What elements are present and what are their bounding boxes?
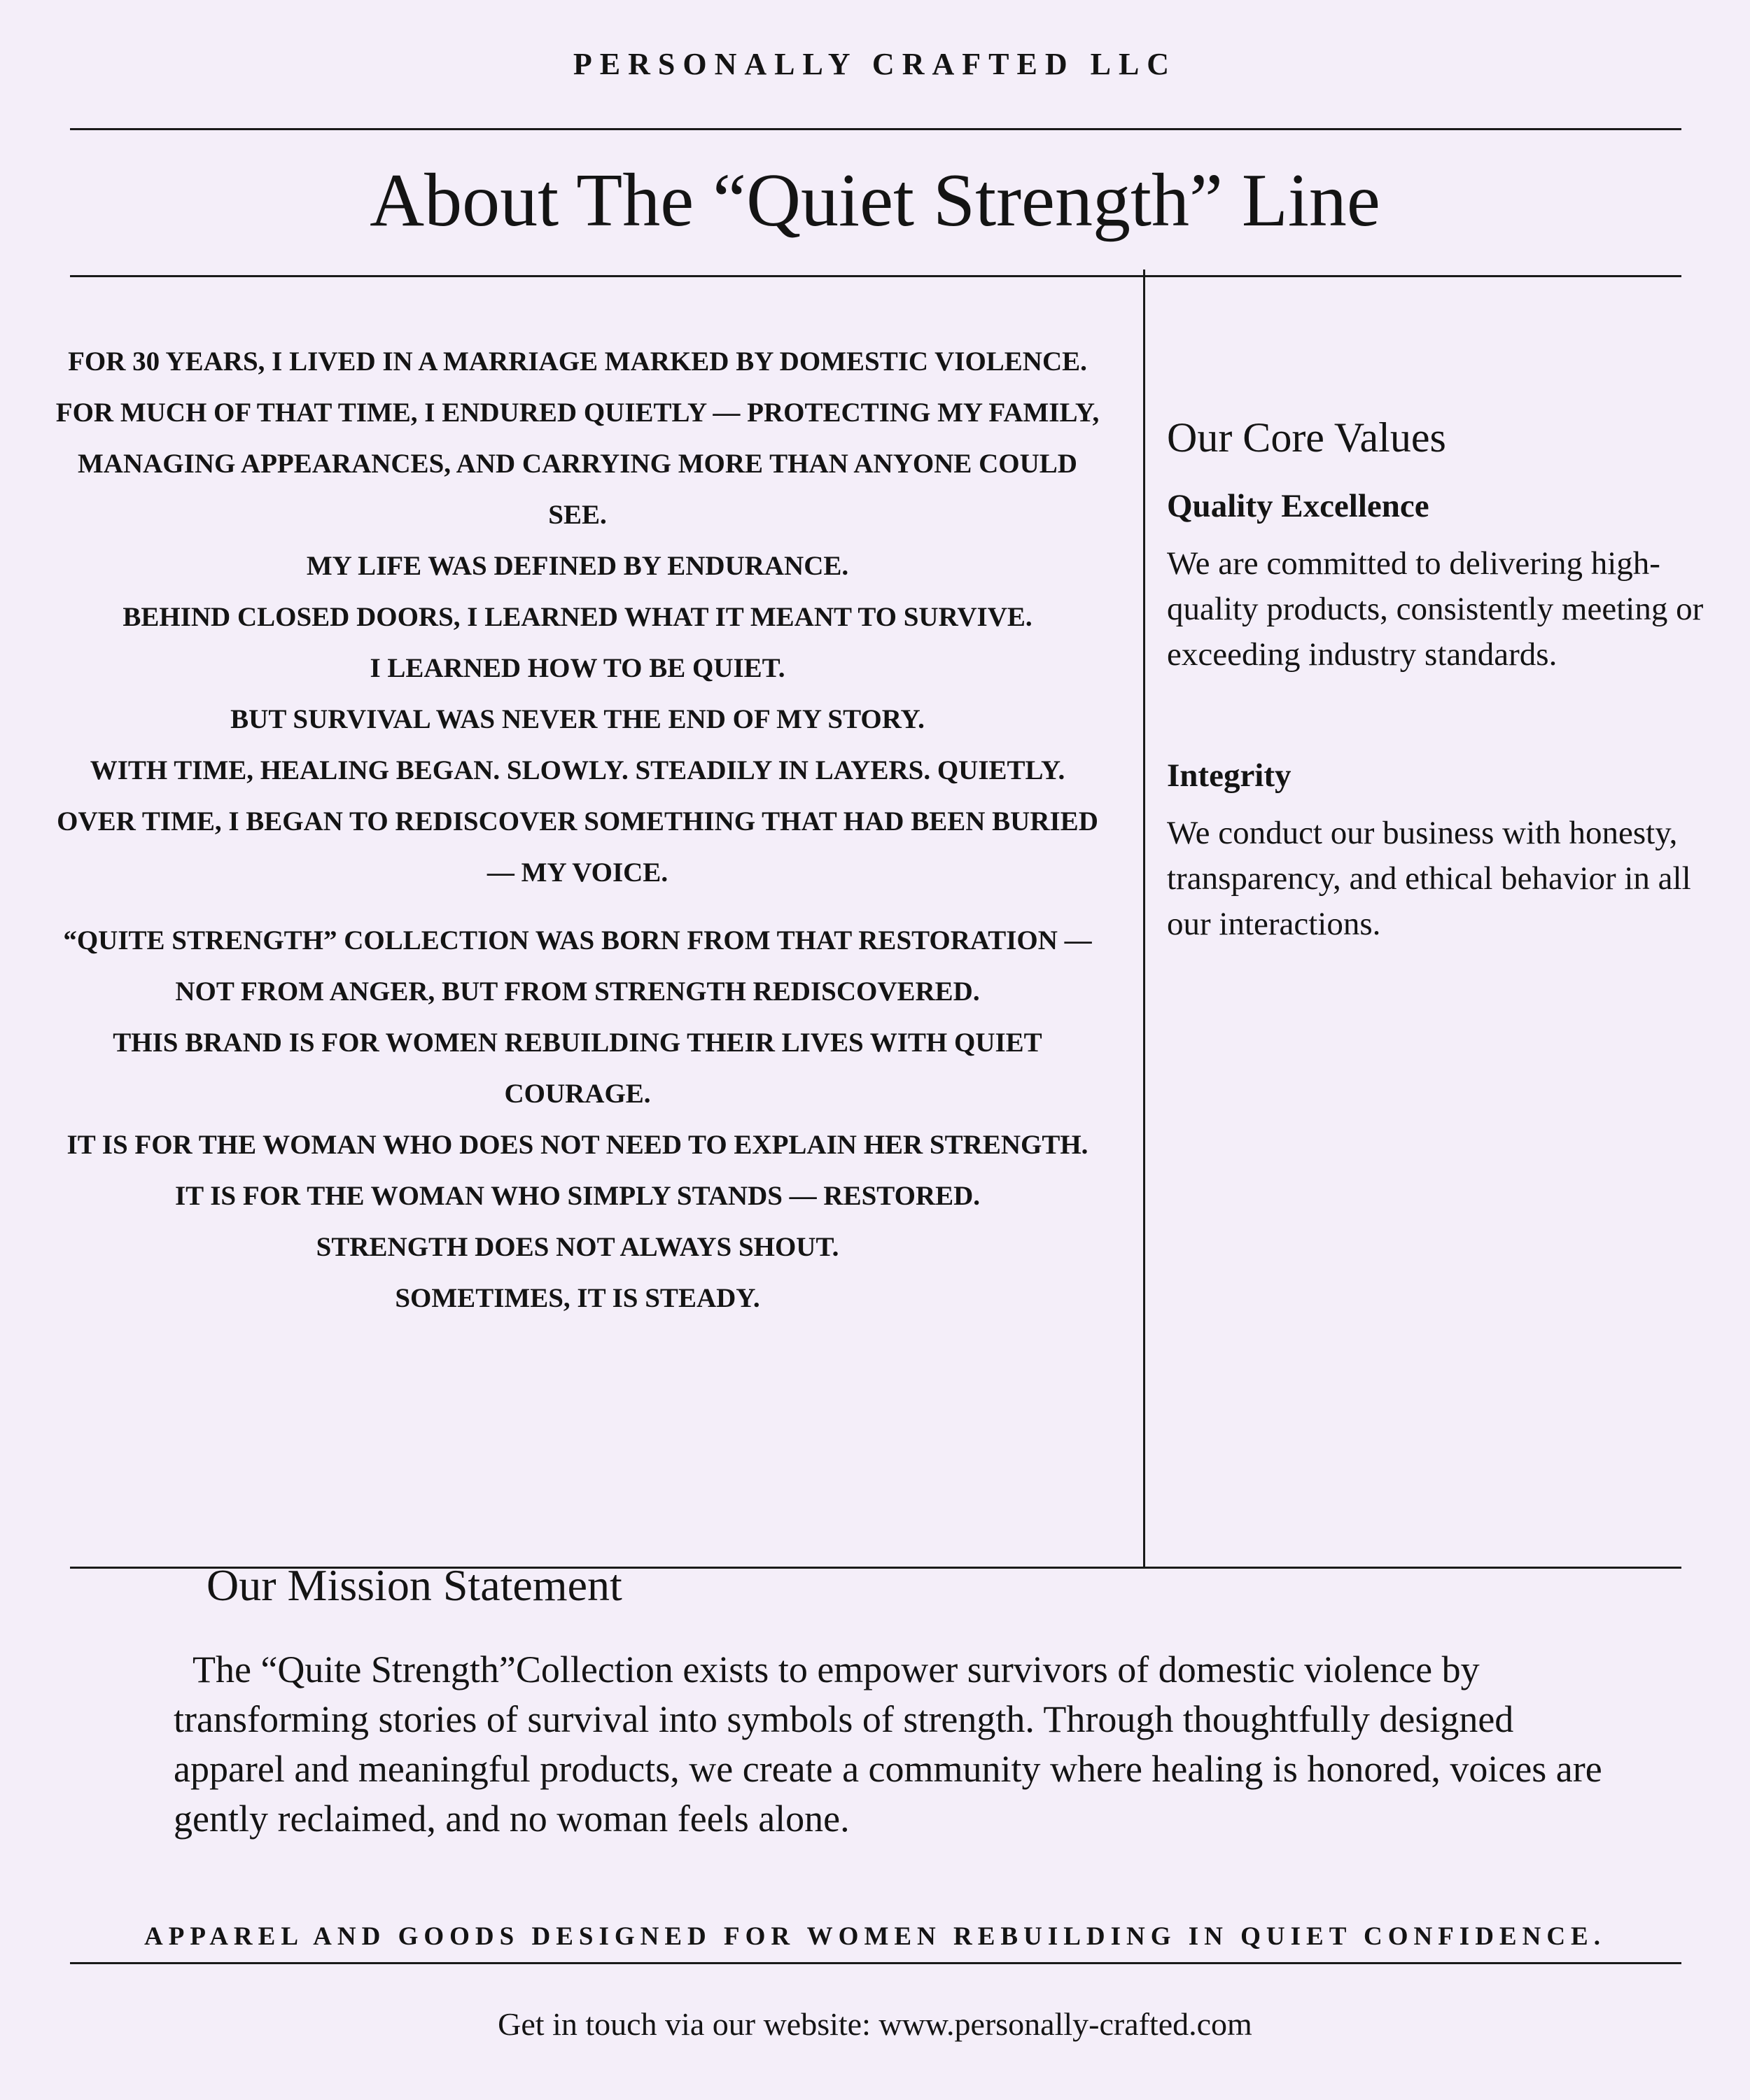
divider-under-title xyxy=(70,275,1681,277)
story-paragraph: BUT SURVIVAL WAS NEVER THE END OF MY STORY. xyxy=(230,704,925,734)
story-paragraph: WITH TIME, HEALING BEGAN. SLOWLY. STEADILY IN LAYERS. QUIETLY. xyxy=(90,755,1065,785)
mission-text-body: The “Quite Strength”Collection exists to empower survivors of domestic violence by transforming stories of survival into symbols of strength. Through thoughtfully designed apparel and meaningful products, we create a community where healing is honored, voices are gently reclaimed, and no woman feels alone. xyxy=(174,1648,1602,1840)
value-name-quality-excellence: Quality Excellence xyxy=(1167,488,1429,524)
story-paragraph: FOR 30 YEARS, I LIVED IN A MARRIAGE MARKED BY DOMESTIC VIOLENCE. xyxy=(68,346,1087,377)
story-paragraph: IT IS FOR THE WOMAN WHO DOES NOT NEED TO EXPLAIN HER STRENGTH. xyxy=(66,1130,1088,1160)
story-paragraph: FOR MUCH OF THAT TIME, I ENDURED QUIETLY — PROTECTING MY FAMILY, MANAGING APPEARANCES, AND CARRYING MORE THAN ANYONE COULD SEE. xyxy=(55,398,1100,530)
contact-line: Get in touch via our website: www.personally-crafted.com xyxy=(498,2006,1252,2042)
story-paragraph: I LEARNED HOW TO BE QUIET. xyxy=(370,653,785,683)
core-values-section xyxy=(1167,410,1727,1024)
story-paragraph: MY LIFE WAS DEFINED BY ENDURANCE. xyxy=(306,551,849,581)
divider-footer xyxy=(70,1962,1681,1964)
story-paragraph: “QUITE STRENGTH” COLLECTION WAS BORN FROM THAT RESTORATION — NOT FROM ANGER, BUT FROM STRENGTH REDISCOVERED. xyxy=(63,925,1092,1007)
story-paragraph: OVER TIME, I BEGAN TO REDISCOVER SOMETHING THAT HAD BEEN BURIED — MY VOICE. xyxy=(57,806,1098,888)
core-values-title: Our Core Values xyxy=(1167,414,1446,461)
mission-text xyxy=(174,1645,1609,1844)
page-title: About The “Quiet Strength” Line xyxy=(370,159,1380,242)
story-paragraph: THIS BRAND IS FOR WOMEN REBUILDING THEIR LIVES WITH QUIET COURAGE. xyxy=(113,1028,1042,1109)
value-description-integrity: We conduct our business with honesty, transparency, and ethical behavior in all our interactions. xyxy=(1167,815,1691,942)
story-paragraph: BEHIND CLOSED DOORS, I LEARNED WHAT IT MEANT TO SURVIVE. xyxy=(122,602,1032,632)
story-paragraph: STRENGTH DOES NOT ALWAYS SHOUT. xyxy=(316,1232,839,1262)
story-paragraph: SOMETIMES, IT IS STEADY. xyxy=(395,1283,760,1313)
story-section xyxy=(49,336,1106,1324)
value-description-quality-excellence: We are committed to delivering high-quality products, consistently meeting or exceeding industry standards. xyxy=(1167,545,1704,673)
column-divider xyxy=(1143,270,1145,1568)
story-paragraph: IT IS FOR THE WOMAN WHO SIMPLY STANDS — RESTORED. xyxy=(174,1181,981,1211)
tagline: APPAREL AND GOODS DESIGNED FOR WOMEN REBUILDING IN QUIET CONFIDENCE. xyxy=(144,1922,1606,1951)
divider-top xyxy=(70,128,1681,130)
company-name: PERSONALLY CRAFTED LLC xyxy=(573,47,1177,81)
value-name-integrity: Integrity xyxy=(1167,757,1292,794)
mission-title: Our Mission Statement xyxy=(206,1560,622,1610)
